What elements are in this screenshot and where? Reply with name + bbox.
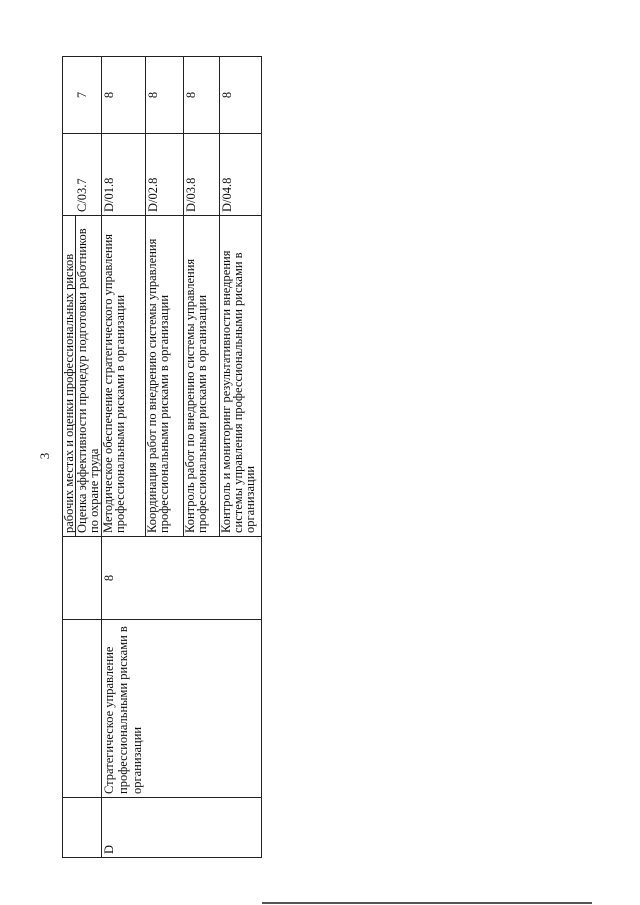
function-title: Методическое обеспечение стратегического управления профессиональными рисками в организации: [102, 216, 146, 537]
function-level: 8: [146, 57, 184, 134]
function-code: D/02.8: [146, 134, 184, 216]
group-level: 8: [102, 537, 262, 620]
function-title: Координация работ по внедрению системы управления профессиональными рисками в организации: [146, 216, 184, 537]
function-title: Контроль и мониторинг результативности внедрения системы управления профессиональными рисками в организации: [220, 216, 262, 537]
cell-level: [63, 537, 102, 620]
function-code: D/04.8: [220, 134, 262, 216]
cell-name: [63, 620, 102, 798]
table-row: [63, 57, 102, 858]
page-number: 3: [37, 452, 52, 460]
group-name: Стратегическое управление профессиональными рисками в организации: [102, 620, 262, 798]
continuation-text: рабочих местах и оценки профессиональных рисков: [63, 216, 76, 536]
cell-function-level: 7: [63, 57, 102, 134]
group-code: D: [102, 798, 262, 858]
rotated-table-wrapper: [62, 57, 261, 858]
function-title: Контроль работ по внедрению системы управления профессиональными рисками в организации: [184, 216, 220, 537]
table-row: [102, 57, 146, 858]
functions-table: [62, 56, 262, 858]
function-level: 8: [102, 57, 146, 134]
function-title: Оценка эффективности процедур подготовки работников по охране труда: [75, 228, 101, 533]
cell-function-code: C/03.7: [63, 134, 102, 216]
function-code: D/03.8: [184, 134, 220, 216]
scan-edge-line: [262, 902, 592, 904]
function-code: D/01.8: [102, 134, 146, 216]
function-level: 8: [184, 57, 220, 134]
function-level: 8: [220, 57, 262, 134]
cell-function: [63, 216, 102, 537]
cell-code: [63, 798, 102, 858]
